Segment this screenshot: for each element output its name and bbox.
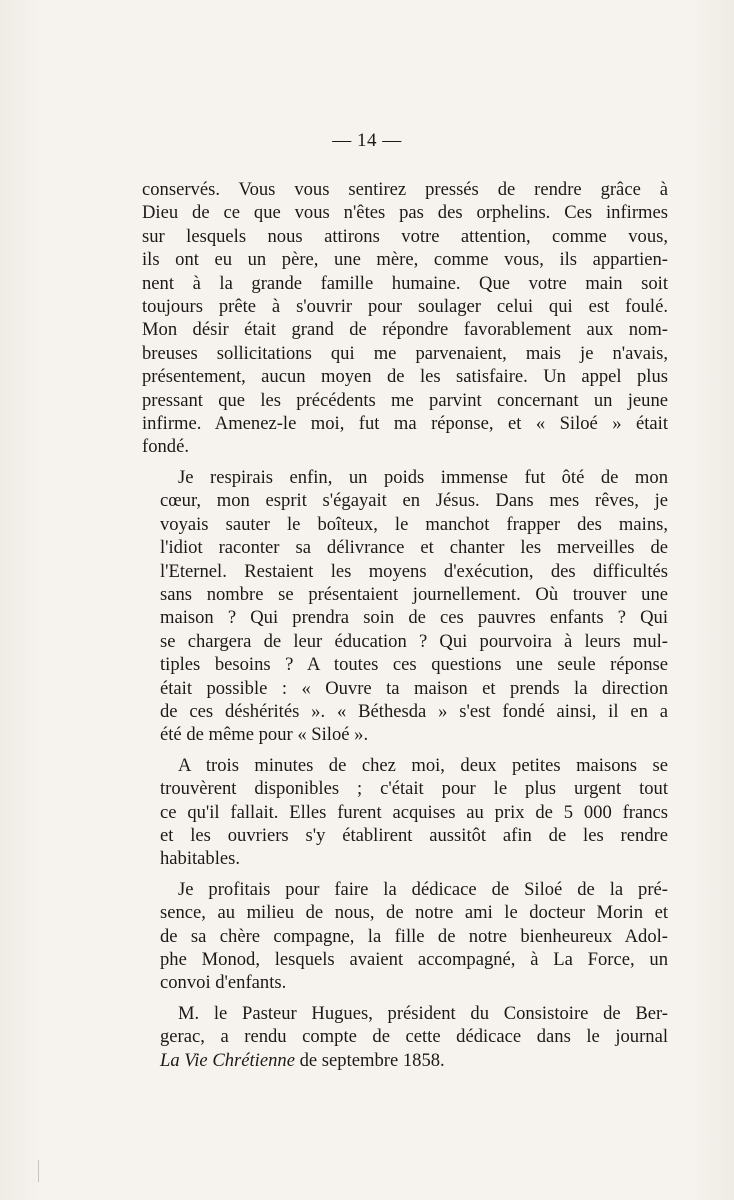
text-line: sans nombre se présentaient journellement. Où trouver une bbox=[160, 583, 668, 605]
text-line: présentement, aucun moyen de les satisfaire. Un appel plus bbox=[142, 366, 668, 388]
text-line: Je profitais pour faire la dédicace de Siloé de la pré- bbox=[178, 878, 668, 900]
text-line: toujours prête à s'ouvrir pour soulager celui qui est foulé. bbox=[142, 296, 668, 318]
text-line: ils ont eu un père, une mère, comme vous, ils appartien- bbox=[142, 249, 668, 271]
journal-title: La Vie Chrétienne bbox=[160, 1049, 295, 1071]
text-line: l'Eternel. Restaient les moyens d'exécution, des difficultés bbox=[160, 560, 668, 582]
text-line: infirme. Amenez-le moi, fut ma réponse, et « Siloé » était bbox=[142, 413, 668, 435]
text-line: habitables. bbox=[160, 848, 241, 870]
text-line: ce qu'il fallait. Elles furent acquises au prix de 5 000 francs bbox=[160, 801, 668, 823]
paragraph-2 bbox=[142, 466, 668, 747]
text-line: voyais sauter le boîteux, le manchot frapper des mains, bbox=[160, 513, 668, 535]
text-line: convoi d'enfants. bbox=[160, 972, 287, 994]
text-line: sence, au milieu de nous, de notre ami le docteur Morin et bbox=[160, 902, 668, 924]
text-line: A trois minutes de chez moi, deux petites maisons se bbox=[178, 754, 668, 776]
text-line: de ces déshérités ». « Béthesda » s'est fondé ainsi, il en a bbox=[160, 700, 668, 722]
body-text bbox=[142, 178, 668, 1079]
text-fragment: de septembre 1858. bbox=[294, 1049, 445, 1071]
text-line: de sa chère compagne, la fille de notre bienheureux Adol- bbox=[160, 925, 668, 947]
text-line: nent à la grande famille humaine. Que votre main soit bbox=[142, 272, 668, 294]
paragraph-3 bbox=[142, 754, 668, 871]
text-line: Je respirais enfin, un poids immense fut ôté de mon bbox=[178, 466, 668, 488]
text-line: phe Monod, lesquels avaient accompagné, à La Force, un bbox=[160, 949, 668, 970]
text-line: M. le Pasteur Hugues, président du Consistoire de Ber- bbox=[178, 1002, 668, 1024]
text-line: se chargera de leur éducation ? Qui pourvoira à leurs mul- bbox=[160, 630, 668, 652]
page-number: — 14 — bbox=[332, 130, 402, 151]
paragraph-5 bbox=[142, 1002, 668, 1072]
text-line: breuses sollicitations qui me parvenaient, mais je n'avais, bbox=[142, 342, 668, 364]
text-line bbox=[142, 1049, 668, 1072]
paragraph-4 bbox=[142, 878, 668, 995]
paragraph-1 bbox=[142, 178, 668, 459]
paper-mark bbox=[38, 1160, 39, 1182]
text-line: sur lesquels nous attirons votre attention, comme vous, bbox=[142, 225, 668, 247]
text-line: l'idiot raconter sa délivrance et chanter les merveilles de bbox=[160, 537, 668, 559]
text-line: et les ouvriers s'y établirent aussitôt afin de les rendre bbox=[160, 824, 668, 846]
text-line: cœur, mon esprit s'égayait en Jésus. Dans mes rêves, je bbox=[160, 490, 668, 512]
text-line: trouvèrent disponibles ; c'était pour le plus urgent tout bbox=[160, 778, 668, 800]
text-line: conservés. Vous vous sentirez pressés de rendre grâce à bbox=[142, 179, 668, 200]
text-line: Dieu de ce que vous n'êtes pas des orphelins. Ces infirmes bbox=[142, 202, 668, 224]
text-line: gerac, a rendu compte de cette dédicace dans le journal bbox=[160, 1026, 668, 1048]
text-line: tiples besoins ? A toutes ces questions une seule réponse bbox=[160, 654, 668, 676]
text-line: maison ? Qui prendra soin de ces pauvres enfants ? Qui bbox=[160, 607, 668, 629]
text-line: Mon désir était grand de répondre favorablement aux nom- bbox=[142, 319, 668, 341]
text-line: été de même pour « Siloé ». bbox=[160, 724, 369, 746]
text-line: était possible : « Ouvre ta maison et prends la direction bbox=[160, 677, 668, 699]
text-line: fondé. bbox=[142, 436, 189, 458]
text-line: pressant que les précédents me parvint concernant un jeune bbox=[142, 389, 668, 411]
